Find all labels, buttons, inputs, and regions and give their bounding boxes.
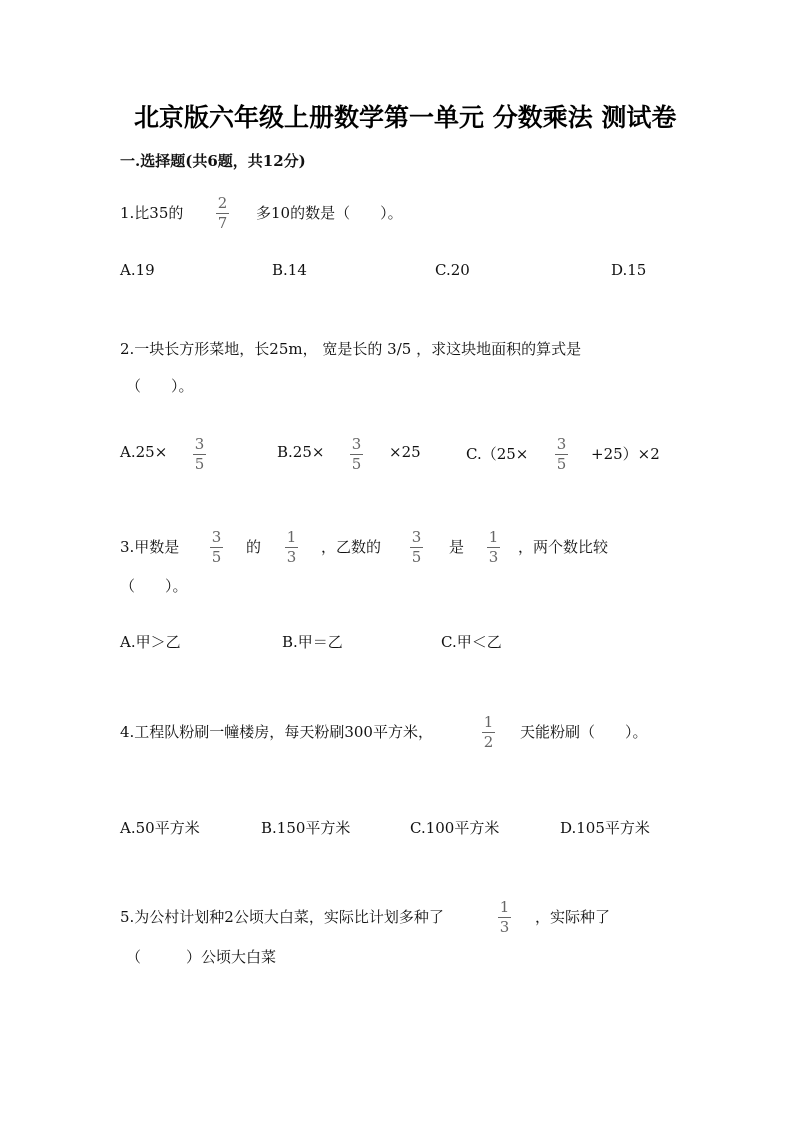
q2-option-c-fraction: [555, 437, 568, 472]
q3-fraction-3: [410, 530, 423, 565]
fraction-denominator: 2: [483, 733, 494, 751]
fraction-denominator: 5: [211, 548, 222, 566]
fraction-numerator: 3: [194, 435, 205, 453]
q5-stem-line2: （ ）公顷大白菜: [126, 948, 277, 966]
fraction-denominator: 7: [217, 214, 228, 232]
q4-option-d: D.105平方米: [560, 819, 650, 837]
fraction-numerator: 1: [286, 528, 297, 546]
q3-stem-line2: （ ）。: [120, 577, 188, 595]
fraction-numerator: 3: [351, 435, 362, 453]
fraction-denominator: 3: [286, 548, 297, 566]
q1-option-c: C.20: [435, 261, 470, 279]
fraction-numerator: 3: [556, 435, 567, 453]
q3-stem-part2: 的: [246, 538, 262, 556]
q1-fraction: [216, 196, 229, 231]
q2-option-b-fraction: [350, 437, 363, 472]
fraction-numerator: 2: [217, 194, 228, 212]
q2-option-a-fraction: [193, 437, 206, 472]
fraction-numerator: 1: [483, 713, 494, 731]
fraction-denominator: 5: [411, 548, 422, 566]
q1-stem-part2: 多10的数是（ ）。: [256, 204, 403, 222]
q3-stem-part1: 3.甲数是: [120, 538, 180, 556]
q3-stem-part4: 是: [449, 538, 465, 556]
q3-stem-part5: ，两个数比较: [518, 538, 609, 556]
q4-option-b: B.150平方米: [261, 819, 351, 837]
fraction-denominator: 5: [194, 455, 205, 473]
q3-fraction-4: [487, 530, 500, 565]
fraction-denominator: 3: [488, 548, 499, 566]
q1-option-d: D.15: [611, 261, 647, 279]
q5-stem-part2: ，实际种了: [535, 908, 611, 926]
q4-option-a: A.50平方米: [120, 819, 200, 837]
q2-option-b-text2: ×25: [389, 443, 421, 461]
q1-stem-part1: 1.比35的: [120, 204, 184, 222]
q1-option-a: A.19: [120, 261, 155, 279]
q4-option-c: C.100平方米: [410, 819, 500, 837]
fraction-denominator: 5: [556, 455, 567, 473]
q5-stem-part1: 5.为公村计划种2公顷大白菜，实际比计划多种了: [120, 908, 444, 926]
section-heading: 一.选择题(共6题，共12分): [120, 152, 306, 170]
q3-fraction-2: [285, 530, 298, 565]
q2-stem-line1: 2.一块长方形菜地，长25m， 宽是长的 3/5 ，求这块地面积的算式是: [120, 340, 582, 358]
fraction-numerator: 1: [499, 898, 510, 916]
q2-option-b-text: B.25×: [277, 443, 325, 461]
q2-option-c-text2: +25）×2: [591, 445, 660, 463]
q3-fraction-1: [210, 530, 223, 565]
q1-option-b: B.14: [272, 261, 307, 279]
q4-fraction: [482, 715, 495, 750]
q3-stem-part3: ，乙数的: [321, 538, 382, 556]
q4-stem-part2: 天能粉刷（ ）。: [520, 723, 648, 741]
q2-option-c-text: C.（25×: [466, 445, 529, 463]
fraction-denominator: 5: [351, 455, 362, 473]
fraction-numerator: 3: [411, 528, 422, 546]
q2-option-a-text: A.25×: [120, 443, 168, 461]
fraction-numerator: 1: [488, 528, 499, 546]
q3-option-b: B.甲＝乙: [282, 633, 343, 651]
q2-stem-line2: （ ）。: [126, 377, 194, 395]
q3-option-c: C.甲＜乙: [441, 633, 502, 651]
page-title: 北京版六年级上册数学第一单元 分数乘法 测试卷: [134, 103, 677, 132]
fraction-numerator: 3: [211, 528, 222, 546]
q4-stem-part1: 4.工程队粉刷一幢楼房，每天粉刷300平方米，: [120, 723, 433, 741]
fraction-denominator: 3: [499, 918, 510, 936]
q3-option-a: A.甲＞乙: [120, 633, 181, 651]
q5-fraction: [498, 900, 511, 935]
